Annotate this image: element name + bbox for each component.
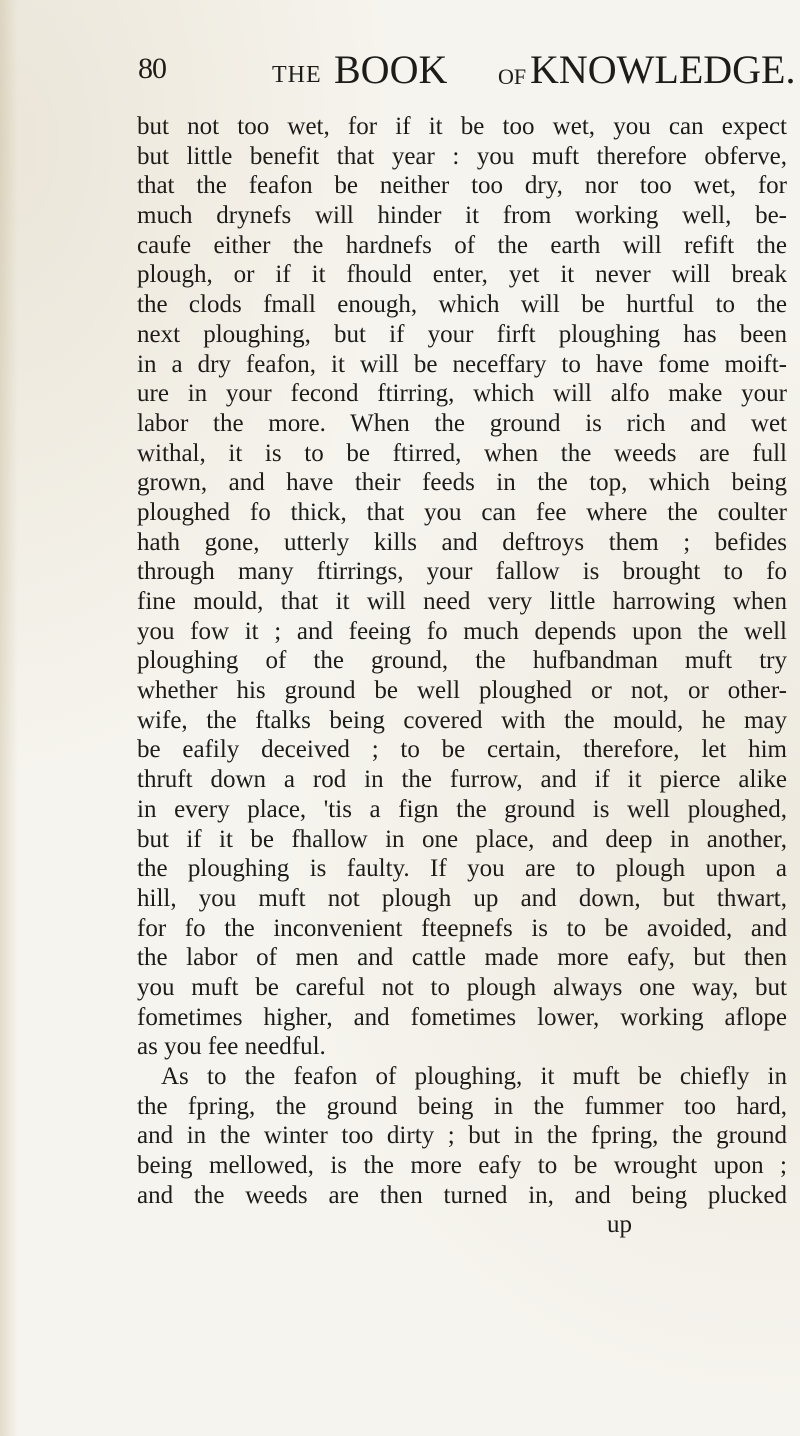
text-line: plough, or if it fhould enter, yet it never will break	[137, 261, 787, 289]
text-line: in a dry feafon, it will be neceffary to have fome moift-	[137, 350, 787, 378]
text-line: and the weeds are then turned in, and being plucked	[137, 1181, 787, 1209]
body-text	[137, 112, 787, 1240]
text-line: As to the feafon of ploughing, it muft be chiefly in	[161, 1063, 787, 1090]
text-line: that the feafon be neither too dry, nor too wet, for	[137, 172, 787, 200]
text-line: ploughed fo thick, that you can fee where the coulter	[137, 498, 787, 526]
text-line: through many ftirrings, your fallow is brought to fo	[137, 558, 787, 586]
text-line: the fpring, the ground being in the fummer too hard,	[137, 1092, 787, 1120]
text-line: being mellowed, is the more eafy to be wrought upon ;	[137, 1152, 787, 1180]
text-line: whether his ground be well ploughed or not, or other-	[137, 677, 787, 705]
catchword: up	[607, 1211, 632, 1239]
text-line: wife, the ftalks being covered with the mould, he may	[137, 706, 787, 734]
text-line: thruft down a rod in the furrow, and if it pierce alike	[137, 766, 787, 794]
text-line: you fow it ; and feeing fo much depends upon the well	[137, 617, 787, 645]
text-line: in every place, 'tis a fign the ground is well ploughed,	[137, 795, 787, 823]
text-line: and in the winter too dirty ; but in the fpring, the ground	[137, 1122, 787, 1150]
text-line: fine mould, that it will need very little harrowing when	[137, 588, 787, 615]
text-line: but if it be fhallow in one place, and deep in another,	[137, 825, 787, 853]
text-line: the labor of men and cattle made more eafy, but then	[137, 944, 787, 972]
text-line: grown, and have their feeds in the top, which being	[137, 469, 787, 497]
running-title-book: BOOK	[334, 47, 448, 92]
text-line: hath gone, utterly kills and deftroys them ; befides	[137, 528, 787, 556]
running-head	[138, 44, 796, 100]
text-line: next ploughing, but if your firft ploughing has been	[137, 320, 787, 348]
running-title-of: OF	[498, 64, 527, 89]
text-line: withal, it is to be ftirred, when the weeds are full	[137, 439, 787, 467]
text-line: the ploughing is faulty. If you are to plough upon a	[137, 855, 787, 883]
text-line: ure in your fecond ftirring, which will alfo make your	[137, 380, 787, 408]
text-line: caufe either the hardnefs of the earth will refift the	[137, 231, 787, 259]
text-line: much drynefs will hinder it from working well, be-	[137, 202, 787, 230]
text-line: but little benefit that year : you muft therefore obferve,	[137, 142, 787, 170]
running-title-the: THE	[272, 62, 322, 88]
text-line: be eafily deceived ; to be certain, therefore, let him	[137, 736, 787, 764]
text-line: fometimes higher, and fometimes lower, working aflope	[137, 1003, 787, 1031]
text-line: you muft be careful not to plough always one way, but	[137, 973, 787, 1001]
text-line: hill, you muft not plough up and down, but thwart,	[137, 884, 787, 912]
page-number: 80	[138, 52, 166, 85]
text-line: but not too wet, for if it be too wet, you can expect	[137, 113, 787, 140]
page-gutter-shadow	[0, 0, 18, 1436]
text-line: as you fee needful.	[137, 1033, 326, 1061]
running-title-knowledge: KNOWLEDGE.	[530, 47, 796, 92]
text-line: the clods fmall enough, which will be hurtful to the	[137, 291, 787, 319]
text-line: labor the more. When the ground is rich and wet	[137, 409, 787, 437]
text-line: ploughing of the ground, the hufbandman muft try	[137, 647, 787, 675]
text-line: for fo the inconvenient fteepnefs is to be avoided, and	[137, 914, 787, 942]
